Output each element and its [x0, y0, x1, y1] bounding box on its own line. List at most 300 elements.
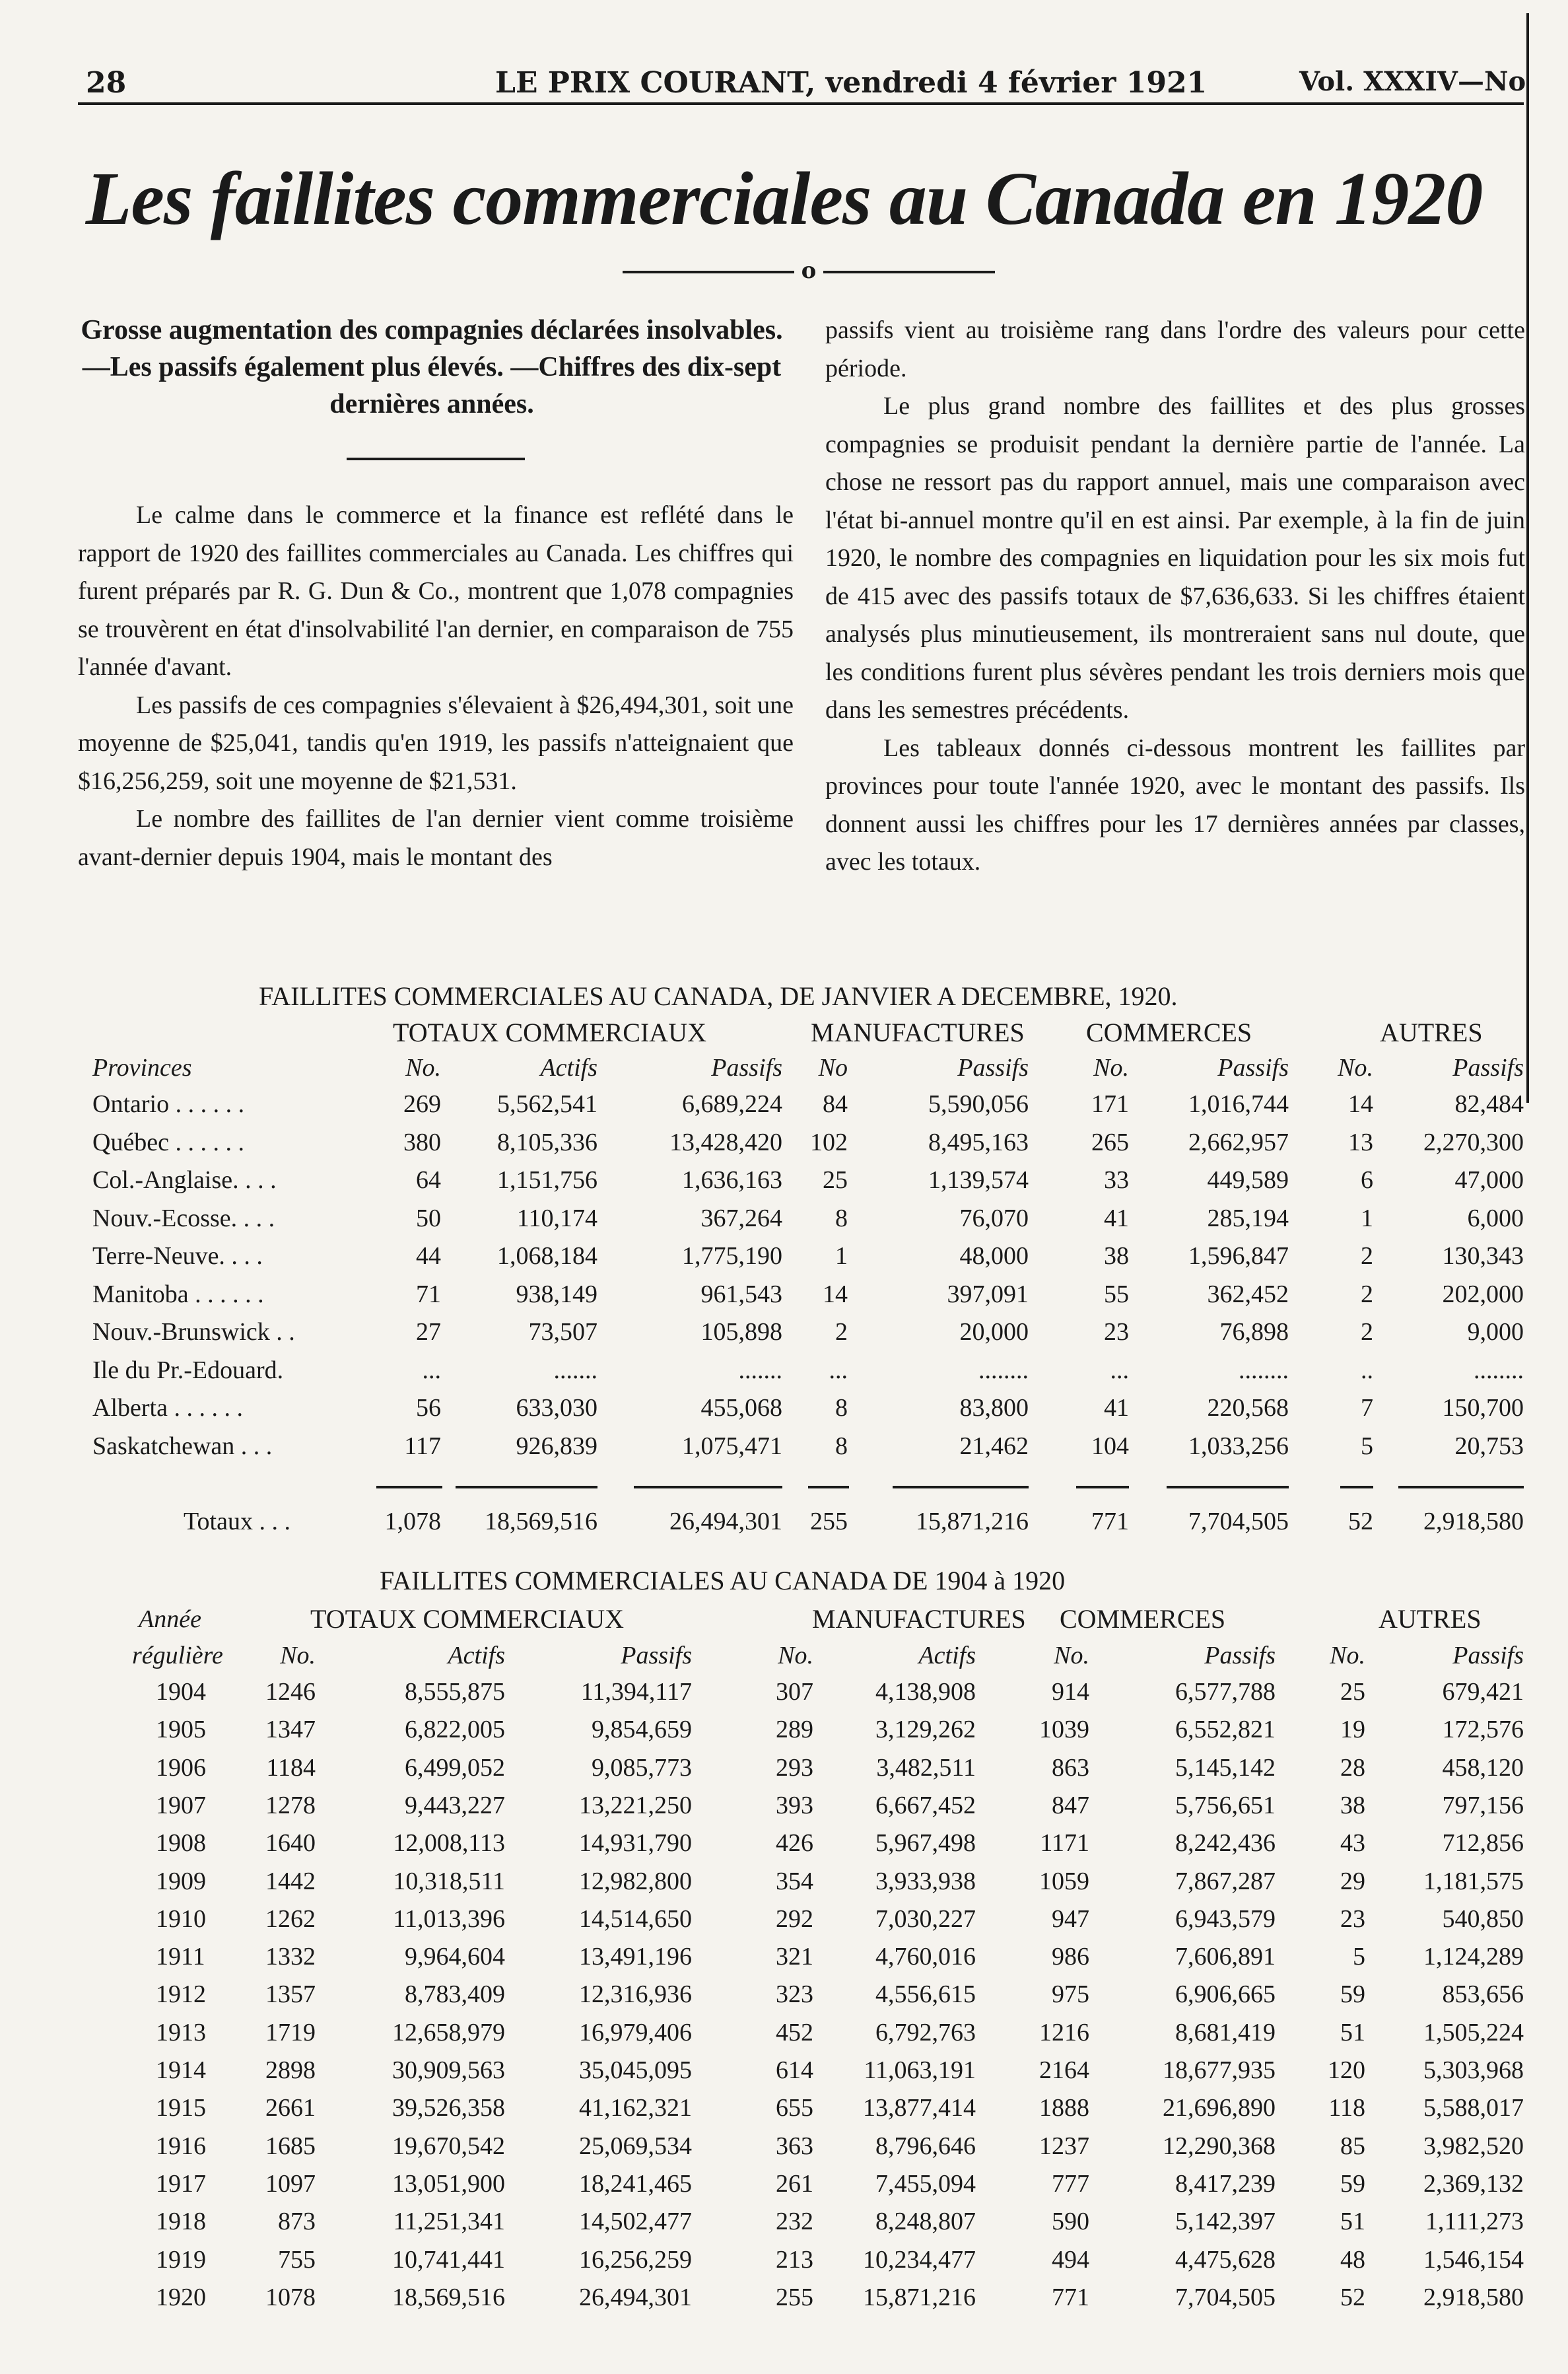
table1-total-cell: 1,078	[384, 1508, 441, 1535]
table2-cell: 19,670,542	[392, 2132, 505, 2160]
table1-cell: 1,596,847	[1188, 1242, 1289, 1270]
table2-cell: 1347	[265, 1716, 316, 1744]
table1-cell: Alberta . . . . . .	[92, 1394, 243, 1422]
subheading: Grosse augmentation des compagnies déclarées insolvables.—Les passifs également plus élevés. —Chiffres des dix-sept dernières années.	[81, 315, 783, 419]
table1-cell: 285,194	[1207, 1204, 1289, 1232]
table1-cell: 5	[1361, 1432, 1373, 1460]
table2-cell: 5,142,397	[1175, 2208, 1276, 2236]
table1-column-header: Passifs	[1217, 1054, 1289, 1082]
table1-cell: 104	[1091, 1432, 1129, 1460]
table1-total-cell: 2,918,580	[1423, 1508, 1524, 1535]
table1-cell: ...	[829, 1356, 848, 1384]
table1-cell: 265	[1091, 1128, 1129, 1156]
table1-total-rule	[808, 1486, 849, 1488]
table1-group-header: TOTAUX COMMERCIAUX	[393, 1018, 706, 1047]
table1-cell: 14	[1348, 1090, 1373, 1118]
table1-cell: 5,562,541	[497, 1090, 597, 1118]
table1-cell: 1,016,744	[1188, 1090, 1289, 1118]
table2-cell: 914	[1052, 1678, 1089, 1706]
table2-cell: 5,967,498	[875, 1829, 976, 1858]
table2-year-cell: 1915	[156, 2094, 206, 2122]
table2-cell: 6,943,579	[1175, 1904, 1276, 1933]
table2-year-cell: 1909	[156, 1867, 206, 1895]
table2-year-cell: 1906	[156, 1753, 206, 1782]
table1-cell: 1,068,184	[497, 1242, 597, 1270]
table2-cell: 11,251,341	[393, 2208, 505, 2236]
table1-cell: 1,636,163	[682, 1166, 782, 1194]
table1-cell: 6,689,224	[682, 1090, 782, 1118]
table1-total-cell: 26,494,301	[669, 1508, 782, 1535]
right-paragraph-2: Le plus grand nombre des faillites et des plus grosses compagnies se produisit pendant la dernière partie de l'année. La chose ne ressort pas du rapport annuel, mais une comparaison avec l'état bi-annuel montre qu'il en est ainsi. Par exemple, à la fin de juin 1920, le nombre des compagnies en liquidation pour les six mois fut de 415 avec des passifs totaux de $7,636,633. Si les chiffres étaient analysés plus minutieusement, ils montreraient sans nul doute, que les conditions furent plus sévères pendant les trois derniers mois que dans les semestres précédents.	[825, 392, 1525, 724]
table2-cell: 354	[776, 1867, 813, 1895]
table2-column-header: No.	[280, 1642, 316, 1669]
table2-cell: 1262	[265, 1904, 316, 1933]
table2-cell: 2,918,580	[1423, 2283, 1524, 2311]
table1-column-header: Passifs	[711, 1054, 782, 1082]
table2-cell: 873	[278, 2208, 316, 2236]
table1-cell: 64	[416, 1166, 441, 1194]
table2-cell: 25,069,534	[579, 2132, 692, 2160]
table2-cell: 1184	[266, 1753, 316, 1782]
table1-group-header: COMMERCES	[1086, 1018, 1252, 1047]
table1-cell: Manitoba . . . . . .	[92, 1280, 264, 1308]
table2-cell: 7,030,227	[875, 1904, 976, 1933]
table1-cell: 82,484	[1454, 1090, 1524, 1118]
table1-cell: 5,590,056	[928, 1090, 1029, 1118]
table1-cell: 33	[1104, 1166, 1129, 1194]
table1-total-rule	[376, 1486, 442, 1488]
table2-group-header: COMMERCES	[1060, 1604, 1226, 1634]
table2-cell: 25	[1340, 1678, 1365, 1706]
table2-group-header: AUTRES	[1379, 1604, 1482, 1634]
left-column	[78, 497, 794, 876]
table2-cell: 8,681,419	[1175, 2018, 1276, 2046]
table2-cell: 6,667,452	[875, 1791, 976, 1819]
table2-cell: 540,850	[1442, 1904, 1524, 1933]
left-paragraph-2: Les passifs de ces compagnies s'élevaient à $26,494,301, soit une moyenne de $25,041, tandis qu'en 1919, les passifs n'atteignaient que $16,256,259, soit une moyenne de $21,531.	[78, 691, 794, 795]
table2-cell: 16,256,259	[579, 2245, 692, 2274]
table2-cell: 655	[776, 2094, 813, 2122]
ornament-glyph: o	[801, 258, 817, 284]
table1-cell: 76,070	[959, 1204, 1029, 1232]
table2-year-cell: 1918	[156, 2208, 206, 2236]
table2-cell: 232	[776, 2208, 813, 2236]
table2-cell: 4,760,016	[875, 1943, 976, 1971]
table1-cell: 20,753	[1454, 1432, 1524, 1460]
table2-cell: 292	[776, 1904, 813, 1933]
table2-year-cell: 1904	[156, 1678, 206, 1706]
table2-cell: 2898	[265, 2056, 316, 2084]
table1-total-rule	[1340, 1486, 1373, 1488]
table2-year-header: Année	[139, 1605, 201, 1633]
table2-cell: 1171	[1040, 1829, 1089, 1858]
table1-cell: 7	[1361, 1394, 1373, 1422]
table2-column-header: No.	[1054, 1642, 1089, 1669]
table1-cell: ...	[422, 1356, 441, 1384]
table1-cell: 449,589	[1207, 1166, 1289, 1194]
subheading-rule	[347, 458, 525, 460]
table2-cell: 12,008,113	[393, 1829, 505, 1858]
table2-cell: 18,241,465	[579, 2169, 692, 2198]
table1-cell: 20,000	[959, 1318, 1029, 1346]
table1-column-header: No.	[405, 1054, 441, 1082]
table2-cell: 11,394,117	[580, 1678, 692, 1706]
table2-cell: 18,677,935	[1163, 2056, 1276, 2084]
table1-cell: 1,075,471	[682, 1432, 782, 1460]
table2-cell: 712,856	[1442, 1829, 1524, 1858]
table1-total-cell: 7,704,505	[1188, 1508, 1289, 1535]
header-rule	[78, 102, 1524, 105]
table2-year-cell: 1917	[156, 2169, 206, 2198]
table1-cell: Terre-Neuve. . . .	[92, 1242, 263, 1270]
table2-cell: 1237	[1039, 2132, 1089, 2160]
table1-cell: 2	[1361, 1242, 1373, 1270]
table2-column-header: Passifs	[1452, 1642, 1524, 1669]
table2-cell: 28	[1340, 1753, 1365, 1782]
table2-cell: 8,242,436	[1175, 1829, 1276, 1858]
table2-cell: 30,909,563	[392, 2056, 505, 2084]
table1-cell: 926,839	[516, 1432, 597, 1460]
table1-column-header: Provinces	[92, 1054, 192, 1082]
table2-cell: 853,656	[1442, 1980, 1524, 2009]
table2-year-cell: 1905	[156, 1716, 206, 1744]
table1-group-header: AUTRES	[1380, 1018, 1483, 1047]
table2-cell: 847	[1052, 1791, 1089, 1819]
table2-cell: 12,658,979	[392, 2018, 505, 2046]
table1-total-rule	[1398, 1486, 1524, 1488]
table2-cell: 14,502,477	[579, 2208, 692, 2236]
volume-label: Vol. XXXIV—No	[1299, 66, 1526, 97]
title-ornament	[594, 260, 1023, 282]
table2-column-header: No.	[778, 1642, 813, 1669]
table1-total-cell: 771	[1091, 1508, 1129, 1535]
table1-cell: 84	[823, 1090, 848, 1118]
table2-cell: 1078	[265, 2283, 316, 2311]
table2-year-cell: 1920	[156, 2283, 206, 2311]
table2-cell: 9,085,773	[592, 1753, 692, 1782]
table1-total-cell: 18,569,516	[485, 1508, 597, 1535]
page-number: 28	[86, 66, 127, 100]
table1-cell: 83,800	[959, 1394, 1029, 1422]
table1-cell: 2	[1361, 1280, 1373, 1308]
table1-total-cell: 15,871,216	[916, 1508, 1029, 1535]
table2-cell: 10,234,477	[863, 2245, 976, 2274]
table2-cell: 118	[1328, 2094, 1365, 2122]
table2-cell: 8,783,409	[405, 1980, 505, 2009]
table1-cell: ...	[1110, 1356, 1129, 1384]
table2-cell: 11,013,396	[393, 1904, 505, 1933]
table1-cell: 171	[1091, 1090, 1129, 1118]
table1-cell: 220,568	[1207, 1394, 1289, 1422]
table2-cell: 12,982,800	[579, 1867, 692, 1895]
table2-column-header: Actifs	[918, 1642, 976, 1669]
right-column	[825, 312, 1525, 882]
table2-cell: 13,051,900	[392, 2169, 505, 2198]
table1-cell: 25	[823, 1166, 848, 1194]
table2-cell: 255	[776, 2283, 813, 2311]
table2-cell: 7,455,094	[875, 2169, 976, 2198]
table2-cell: 8,248,807	[875, 2208, 976, 2236]
table1-total-rule	[634, 1486, 782, 1488]
table2-cell: 1442	[265, 1867, 316, 1895]
table2-title: FAILLITES COMMERCIALES AU CANADA DE 1904 à 1920	[380, 1566, 1066, 1595]
table2-cell: 1685	[265, 2132, 316, 2160]
journal-line: LE PRIX COURANT, vendredi 4 février 1921	[495, 66, 1208, 100]
table2-year-cell: 1912	[156, 1980, 206, 2009]
table2-cell: 13,877,414	[863, 2094, 976, 2122]
table1-cell: 41	[1104, 1204, 1129, 1232]
table1-cell: 1,775,190	[682, 1242, 782, 1270]
table1-cell: 938,149	[516, 1280, 597, 1308]
table2-cell: 777	[1052, 2169, 1089, 2198]
table2-column-header: Passifs	[621, 1642, 692, 1669]
table1-column-header: No.	[1093, 1054, 1129, 1082]
table1-cell: 8	[835, 1204, 848, 1232]
table1-cell: 150,700	[1442, 1394, 1524, 1422]
table2-cell: 172,576	[1442, 1716, 1524, 1744]
table2-cell: 8,417,239	[1175, 2169, 1276, 2198]
table1-cell: 50	[416, 1204, 441, 1232]
table2-year-header: régulière	[132, 1642, 223, 1669]
table2-year-cell: 1919	[156, 2245, 206, 2274]
table2-cell: 1097	[265, 2169, 316, 2198]
table2-cell: 13,491,196	[579, 1943, 692, 1971]
table2-cell: 29	[1340, 1867, 1365, 1895]
table1-cell: 117	[404, 1432, 441, 1460]
table2-cell: 8,796,646	[875, 2132, 976, 2160]
table2-cell: 863	[1052, 1753, 1089, 1782]
table1-cell: 269	[403, 1090, 441, 1118]
table1-cell: 73,507	[528, 1318, 597, 1346]
table1-cell: ........	[978, 1356, 1029, 1384]
table1-cell: 202,000	[1442, 1280, 1524, 1308]
table1-cell: 1,139,574	[928, 1166, 1029, 1194]
table2-cell: 1,181,575	[1423, 1867, 1524, 1895]
table2-cell: 1,124,289	[1423, 1943, 1524, 1971]
table2-year-cell: 1916	[156, 2132, 206, 2160]
table2-cell: 51	[1340, 2018, 1365, 2046]
table1-total-rule	[893, 1486, 1029, 1488]
table2-cell: 3,933,938	[875, 1867, 976, 1895]
table1-total-rule	[1167, 1486, 1289, 1488]
table2-cell: 26,494,301	[579, 2283, 692, 2311]
table2-cell: 38	[1340, 1791, 1365, 1819]
table2-cell: 6,822,005	[405, 1716, 505, 1744]
table1-cell: 23	[1104, 1318, 1129, 1346]
right-paragraph-1: passifs vient au troisième rang dans l'ordre des valeurs pour cette période.	[825, 316, 1525, 382]
table2-cell: 614	[776, 2056, 813, 2084]
table2-cell: 7,867,287	[1175, 1867, 1276, 1895]
table1-title: FAILLITES COMMERCIALES AU CANADA, DE JANVIER A DECEMBRE, 1920.	[259, 981, 1178, 1011]
table1-cell: Ile du Pr.-Edouard.	[92, 1356, 284, 1384]
table2-year-cell: 1908	[156, 1829, 206, 1858]
table2-cell: 323	[776, 1980, 813, 2009]
table2-cell: 23	[1340, 1904, 1365, 1933]
table2-cell: 6,792,763	[875, 2018, 976, 2046]
table2-column-header: Actifs	[448, 1642, 505, 1669]
table2-cell: 8,555,875	[405, 1678, 505, 1706]
table2-cell: 10,318,511	[393, 1867, 505, 1895]
table2-cell: 41,162,321	[579, 2094, 692, 2122]
table2-cell: 1278	[265, 1791, 316, 1819]
table1-total-cell: 255	[810, 1508, 848, 1535]
table1-cell: 76,898	[1219, 1318, 1289, 1346]
table2-cell: 16,979,406	[579, 2018, 692, 2046]
table1-cell: 633,030	[516, 1394, 597, 1422]
table2-cell: 6,906,665	[1175, 1980, 1276, 2009]
table1-cell: .......	[553, 1356, 597, 1384]
table2-cell: 9,854,659	[592, 1716, 692, 1744]
table1-cell: 110,174	[516, 1204, 597, 1232]
table1-column-header: Passifs	[1452, 1054, 1524, 1082]
table2-cell: 426	[776, 1829, 813, 1858]
table1-cell: 14	[823, 1280, 848, 1308]
table1-cell: ..	[1361, 1356, 1373, 1384]
table2-year-cell: 1910	[156, 1904, 206, 1933]
table2-cell: 1059	[1039, 1867, 1089, 1895]
table1-cell: 2	[835, 1318, 848, 1346]
table2-cell: 3,482,511	[876, 1753, 976, 1782]
table2-cell: 289	[776, 1716, 813, 1744]
table2-year-cell: 1907	[156, 1791, 206, 1819]
table1-total-rule	[1076, 1486, 1129, 1488]
table2-cell: 1640	[265, 1829, 316, 1858]
left-paragraph-1: Le calme dans le commerce et la finance est reflété dans le rapport de 1920 des faillites commerciales au Canada. Les chiffres qui furent préparés par R. G. Dun & Co., montrent que 1,078 compagnies se trouvèrent en état d'insolvabilité l'an dernier, en comparaison de 755 l'année d'avant.	[78, 501, 794, 681]
table2-cell: 307	[776, 1678, 813, 1706]
table1-cell: 6,000	[1467, 1204, 1524, 1232]
table2-cell: 1,505,224	[1423, 2018, 1524, 2046]
right-paragraph-3: Les tableaux donnés ci-dessous montrent les faillites par provinces pour toute l'année 1920, avec le montant des passifs. Ils donnent aussi les chiffres pour les 17 dernières années par classes, avec les totaux.	[825, 734, 1525, 876]
table1-cell: 8,495,163	[928, 1128, 1029, 1156]
table1-cell: Québec . . . . . .	[92, 1128, 245, 1156]
table2-cell: 6,499,052	[405, 1753, 505, 1782]
table2-cell: 5,303,968	[1423, 2056, 1524, 2084]
table2-cell: 1719	[265, 2018, 316, 2046]
table2-cell: 797,156	[1442, 1791, 1524, 1819]
table2-cell: 51	[1340, 2208, 1365, 2236]
table1-cell: Saskatchewan . . .	[92, 1432, 273, 1460]
table2-group-header: MANUFACTURES	[812, 1604, 1026, 1634]
table1-group-header: MANUFACTURES	[811, 1018, 1025, 1047]
table2-cell: 393	[776, 1791, 813, 1819]
table2-group-header: TOTAUX COMMERCIAUX	[310, 1604, 624, 1634]
table2-cell: 1216	[1039, 2018, 1089, 2046]
table2-cell: 120	[1328, 2056, 1365, 2084]
table1-column-header: No.	[1338, 1054, 1373, 1082]
table1-cell: 44	[416, 1242, 441, 1270]
table2-cell: 975	[1052, 1980, 1089, 2009]
table1-total-cell: 52	[1348, 1508, 1373, 1535]
table1-cell: 27	[416, 1318, 441, 1346]
table2-cell: 14,514,650	[579, 1904, 692, 1933]
table1-cell: 48,000	[959, 1242, 1029, 1270]
table1-cell: ........	[1474, 1356, 1524, 1384]
table1-column-header: Actifs	[540, 1054, 597, 1082]
table1-cell: 362,452	[1207, 1280, 1289, 1308]
table2-cell: 755	[278, 2245, 316, 2274]
table2-cell: 59	[1340, 2169, 1365, 2198]
table2-cell: 1357	[265, 1980, 316, 2009]
table2-cell: 11,063,191	[864, 2056, 976, 2084]
table1-cell: 1,033,256	[1188, 1432, 1289, 1460]
table2-cell: 3,982,520	[1423, 2132, 1524, 2160]
table1-cell: 367,264	[700, 1204, 782, 1232]
table2-cell: 21,696,890	[1163, 2094, 1276, 2122]
table2-cell: 452	[776, 2018, 813, 2046]
table1-cell: 1	[835, 1242, 848, 1270]
table1-cell: 9,000	[1467, 1318, 1524, 1346]
table2-cell: 52	[1340, 2283, 1365, 2311]
table2-cell: 2,369,132	[1423, 2169, 1524, 2198]
table2-cell: 85	[1340, 2132, 1365, 2160]
table2-cell: 4,556,615	[875, 1980, 976, 2009]
table1-cell: ........	[1239, 1356, 1289, 1384]
table2-cell: 4,475,628	[1175, 2245, 1276, 2274]
table1-cell: 105,898	[700, 1318, 782, 1346]
table2-cell: 771	[1052, 2283, 1089, 2311]
table2-cell: 59	[1340, 1980, 1365, 2009]
table2-cell: 1332	[265, 1943, 316, 1971]
table1-cell: Nouv.-Brunswick . .	[92, 1318, 295, 1346]
table2-cell: 18,569,516	[392, 2283, 505, 2311]
table2-cell: 5,756,651	[1175, 1791, 1276, 1819]
table2-cell: 4,138,908	[875, 1678, 976, 1706]
table2-cell: 6,552,821	[1175, 1716, 1276, 1744]
table1-cell: Nouv.-Ecosse. . . .	[92, 1204, 275, 1232]
table2-column-header: No.	[1330, 1642, 1365, 1669]
table1-cell: 380	[403, 1128, 441, 1156]
table2-cell: 947	[1052, 1904, 1089, 1933]
table2-year-cell: 1911	[156, 1943, 205, 1971]
table2-cell: 293	[776, 1753, 813, 1782]
table2-cell: 19	[1340, 1716, 1365, 1744]
table2-cell: 213	[776, 2245, 813, 2274]
table2-cell: 5,588,017	[1423, 2094, 1524, 2122]
table2-cell: 986	[1052, 1943, 1089, 1971]
table2-cell: 321	[776, 1943, 813, 1971]
table2-cell: 590	[1052, 2208, 1089, 2236]
table2-cell: 2164	[1039, 2056, 1089, 2084]
table2-cell: 3,129,262	[875, 1716, 976, 1744]
table1-cell: 961,543	[700, 1280, 782, 1308]
table2-cell: 1039	[1039, 1716, 1089, 1744]
left-paragraph-3: Le nombre des faillites de l'an dernier vient comme troisième avant-dernier depuis 1904, mais le montant des	[78, 805, 794, 871]
table2-cell: 1,546,154	[1423, 2245, 1524, 2274]
table1-cell: Ontario . . . . . .	[92, 1090, 245, 1118]
table1-cell: .......	[738, 1356, 782, 1384]
table2-cell: 261	[776, 2169, 813, 2198]
table2-cell: 43	[1340, 1829, 1365, 1858]
table1-cell: 8	[835, 1432, 848, 1460]
table1-cell: 397,091	[947, 1280, 1029, 1308]
table2-cell: 6,577,788	[1175, 1678, 1276, 1706]
table2-cell: 12,316,936	[579, 1980, 692, 2009]
table1-cell: 71	[416, 1280, 441, 1308]
table2-cell: 13,221,250	[579, 1791, 692, 1819]
table2-cell: 7,606,891	[1175, 1943, 1276, 1971]
table2-cell: 10,741,441	[392, 2245, 505, 2274]
table2-cell: 39,526,358	[392, 2094, 505, 2122]
table2-column-header: Passifs	[1204, 1642, 1276, 1669]
table2-cell: 2661	[265, 2094, 316, 2122]
table2-cell: 35,045,095	[579, 2056, 692, 2084]
table2-cell: 9,443,227	[405, 1791, 505, 1819]
table2-cell: 12,290,368	[1163, 2132, 1276, 2160]
table1-total-rule	[456, 1486, 597, 1488]
table1-cell: 13	[1348, 1128, 1373, 1156]
table1-cell: Col.-Anglaise. . . .	[92, 1166, 277, 1194]
table1-cell: 38	[1104, 1242, 1129, 1270]
